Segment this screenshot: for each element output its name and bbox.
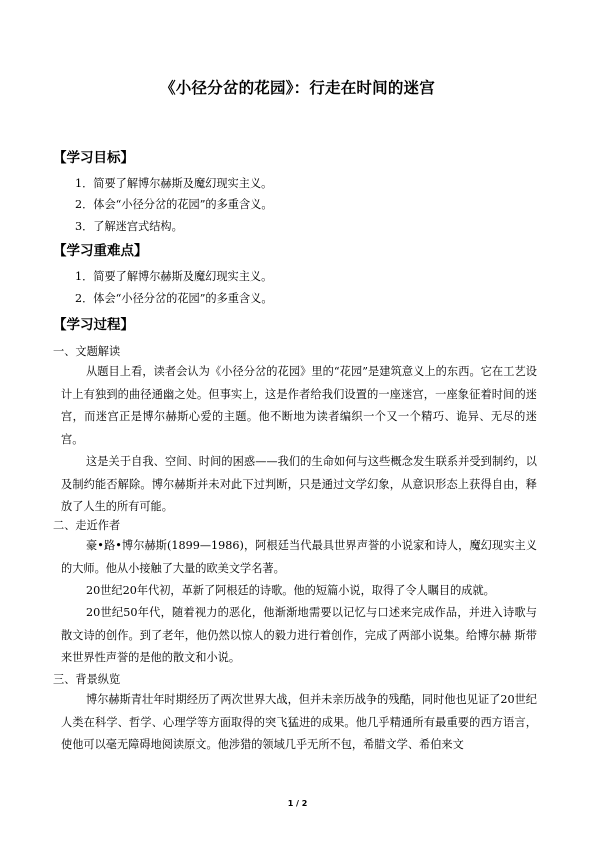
page-number: 1 / 2 (287, 799, 308, 808)
objective-item: 2．体会“小径分岔的花园”的多重含义。 (75, 198, 273, 211)
document-title: 《小径分岔的花园》：行走在时间的迷宫 (160, 79, 435, 97)
paragraph: 豪•路•博尔赫斯(1899—1986)，阿根廷当代最具世界声誉的小说家和诗人，魔幻现实主义的大师。他从小接触了大量的欧美文学名著。 (61, 539, 537, 575)
section-title-background: 三、背景纵览 (53, 673, 121, 686)
objective-item: 1．简要了解博尔赫斯及魔幻现实主义。 (75, 177, 273, 190)
section-title-text-interpretation: 一、文题解读 (53, 345, 121, 358)
paragraph: 博尔赫斯青壮年时期经历了两次世界大战，但并未亲历战争的残酷，同时他也见证了20世纪人类在科学、哲学、心理学等方面取得的突飞猛进的成果。他几乎精通所有最重要的西方语言，使他可以毫无障碍地阅读原文。他涉猎的领域几乎无所不包，希腊文学、希伯来文 (61, 693, 537, 751)
key-point-item: 2．体会“小径分岔的花园”的多重含义。 (75, 292, 273, 305)
paragraph: 20世纪20年代初，革新了阿根廷的诗歌。他的短篇小说，取得了令人瞩目的成就。 (86, 584, 495, 597)
section-title-author: 二、走近作者 (53, 519, 121, 532)
objectives-heading: 【学习目标】 (53, 150, 134, 166)
key-point-item: 1．简要了解博尔赫斯及魔幻现实主义。 (75, 270, 273, 283)
objective-item: 3．了解迷宫式结构。 (75, 220, 183, 233)
process-heading: 【学习过程】 (53, 317, 134, 333)
paragraph: 这是关于自我、空间、时间的困惑——我们的生命如何与这些概念发生联系并受到制约，以及制约能否解除。博尔赫斯并未对此下过判断，只是通过文学幻象，从意识形态上获得自由，释放了人生的所有可能。 (61, 455, 537, 513)
paragraph: 从题目上看，读者会认为《小径分岔的花园》里的“花园”是建筑意义上的东西。它在工艺设计上有独到的曲径通幽之处。但事实上，这是作者给我们设置的一座迷宫，一座象征着时间的迷宫，而迷宫正是博尔赫斯心爱的主题。他不断地为读者编织一个又一个精巧、诡异、无尽的迷宫。 (61, 365, 537, 446)
paragraph: 20世纪50年代，随着视力的恶化，他渐渐地需要以记忆与口述来完成作品，并进入诗歌与散文诗的创作。到了老年，他仍然以惊人的毅力进行着创作，完成了两部小说集。给博尔赫 斯带来世界性声誉的是他的散文和小说。 (61, 606, 537, 664)
key-points-heading: 【学习重难点】 (53, 243, 148, 259)
